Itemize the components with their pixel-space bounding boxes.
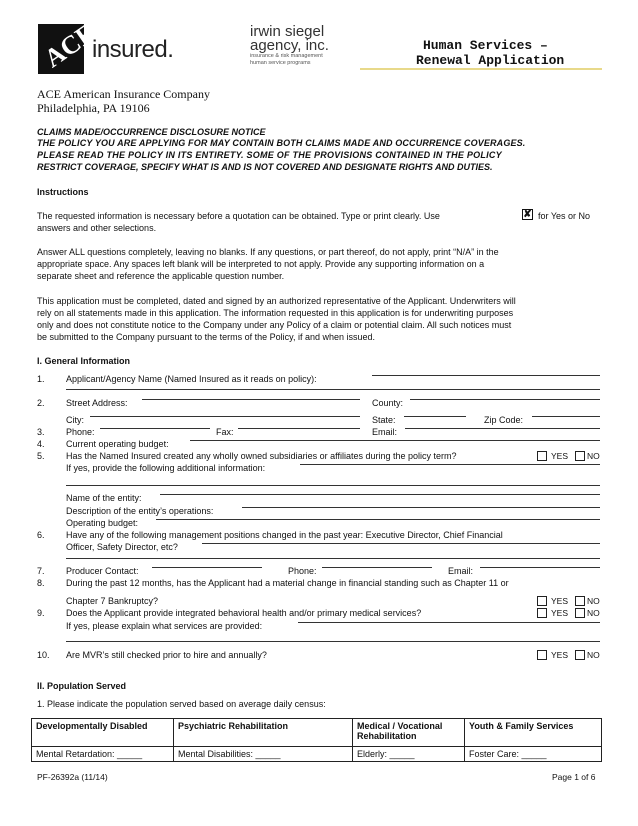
- q2-state-label: State:: [372, 415, 396, 425]
- instructions-p3-l4: be submitted to the Company pursuant to the terms of the Policy, if and when issued.: [37, 332, 376, 342]
- zip-code-field[interactable]: [532, 416, 600, 417]
- q10-label: Are MVR’s still checked prior to hire and annually?: [66, 650, 267, 660]
- state-field[interactable]: [404, 416, 466, 417]
- q10-yes-checkbox[interactable]: [537, 650, 547, 660]
- title-underline: [360, 68, 602, 70]
- table-row: [32, 747, 602, 762]
- q7-contact-label: Producer Contact:: [66, 566, 139, 576]
- q5-entity-label: Name of the entity:: [66, 493, 142, 503]
- q1-field[interactable]: [372, 375, 600, 376]
- notice-heading: CLAIMS MADE/OCCURRENCE DISCLOSURE NOTICE: [37, 127, 266, 137]
- q3-number: 3.: [37, 427, 45, 437]
- entity-budget-field[interactable]: [156, 519, 600, 520]
- q6-field-line2[interactable]: [66, 558, 600, 559]
- checkbox-example-icon: ✘: [523, 209, 532, 220]
- producer-email-field[interactable]: [480, 567, 600, 568]
- q7-phone-label: Phone:: [288, 566, 317, 576]
- header-psychiatric-rehabilitation: Psychiatric Rehabilitation: [174, 719, 353, 747]
- section2-heading: II. Population Served: [37, 681, 127, 691]
- q6-label-line1: Have any of the following management positions changed in the past year: Executive Director, Chief Financial: [66, 530, 503, 540]
- company-name: ACE American Insurance Company: [37, 87, 210, 101]
- instructions-p1-b: for Yes or No: [538, 211, 591, 221]
- population-table-header: [32, 719, 602, 747]
- q9-yes-checkbox[interactable]: [537, 608, 547, 618]
- population-table: [31, 718, 602, 762]
- ace-logo: [38, 17, 101, 74]
- q9-number: 9.: [37, 608, 45, 618]
- producer-contact-field[interactable]: [152, 567, 262, 568]
- q9-label: Does the Applicant provide integrated behavioral health and/or primary medical services?: [66, 608, 422, 618]
- header-youth-family: Youth & Family Services: [465, 719, 602, 747]
- form-title-line2: Renewal Application: [416, 53, 565, 68]
- q6-field[interactable]: [202, 543, 600, 544]
- q5-yes-checkbox[interactable]: [537, 451, 547, 461]
- section1-heading: I. General Information: [37, 356, 131, 366]
- q8-no-checkbox[interactable]: [575, 596, 585, 606]
- phone-field[interactable]: [100, 428, 210, 429]
- q1-label: Applicant/Agency Name (Named Insured as it reads on policy):: [66, 374, 317, 384]
- header-developmentally-disabled: Developmentally Disabled: [32, 719, 174, 747]
- q8-no-label: NO: [587, 596, 600, 606]
- q4-label: Current operating budget:: [66, 439, 169, 449]
- entity-name-field[interactable]: [160, 494, 600, 495]
- q10-no-label: NO: [587, 650, 600, 660]
- producer-phone-field[interactable]: [322, 567, 432, 568]
- cell-mental-retardation[interactable]: Mental Retardation: _____: [32, 747, 174, 762]
- svg-text:ACE: ACE: [39, 17, 101, 74]
- q2-number: 2.: [37, 398, 45, 408]
- q5-followup-field-line2[interactable]: [66, 485, 600, 486]
- q5-no-label: NO: [587, 451, 600, 461]
- footer-form-id: PF-26392a (11/14): [37, 772, 108, 782]
- form-title-line1: Human Services –: [423, 38, 548, 53]
- q3-phone-label: Phone:: [66, 427, 95, 437]
- q9-no-checkbox[interactable]: [575, 608, 585, 618]
- q6-label-line2: Officer, Safety Director, etc?: [66, 542, 178, 552]
- insured-logo: insured.: [92, 36, 174, 63]
- q6-number: 6.: [37, 530, 45, 540]
- county-field[interactable]: [410, 399, 600, 400]
- q5-yes-label: YES: [551, 451, 569, 461]
- instructions-p2-l2: appropriate space. Any spaces left blank will be interpreted to not apply. Provide any supporting information on a: [37, 259, 485, 269]
- q7-email-label: Email:: [448, 566, 474, 576]
- q9-no-label: NO: [587, 608, 600, 618]
- q10-no-checkbox[interactable]: [575, 650, 585, 660]
- q5-number: 5.: [37, 451, 45, 461]
- instructions-p2-l1: Answer ALL questions completely, leaving no blanks. If any questions, or part thereof, do not apply, print “N/A” in the: [37, 247, 499, 257]
- q1-number: 1.: [37, 374, 45, 384]
- q5-no-checkbox[interactable]: [575, 451, 585, 461]
- city-field[interactable]: [90, 416, 360, 417]
- q2-street-label: Street Address:: [66, 398, 128, 408]
- agency-tagline-line2: human service programs: [250, 60, 311, 66]
- q9-followup-label: If yes, please explain what services are provided:: [66, 621, 263, 631]
- instructions-heading: Instructions: [37, 187, 89, 197]
- agency-tagline-line1: insurance & risk management: [250, 53, 323, 59]
- q5-followup-label: If yes, provide the following additional information:: [66, 463, 266, 473]
- q7-number: 7.: [37, 566, 45, 576]
- q5-label: Has the Named Insured created any wholly owned subsidiaries or affiliates during the policy term?: [66, 451, 457, 461]
- agency-logo: [250, 25, 360, 75]
- agency-name-line2: agency, inc.: [250, 37, 329, 54]
- instructions-p3-l2: rely on all statements made in this application. The information requested in this application is for underwriting purposes: [37, 308, 514, 318]
- header-medical-vocational: Medical / Vocational Rehabilitation: [353, 719, 465, 747]
- agency-name-line1: irwin siegel: [250, 23, 325, 40]
- q9-followup-field-line2[interactable]: [66, 641, 600, 642]
- entity-operations-field[interactable]: [242, 507, 600, 508]
- instructions-p3-l1: This application must be completed, dated and signed by an authorized representative of the Applicant. Underwriters will: [37, 296, 516, 306]
- q5-followup-field[interactable]: [300, 464, 600, 465]
- notice-line2: PLEASE READ THE POLICY IN ITS ENTIRETY. SOME OF THE PROVISIONS CONTAINED IN THE POLICY: [37, 150, 502, 160]
- cell-elderly[interactable]: Elderly: _____: [353, 747, 465, 762]
- q9-followup-field[interactable]: [298, 622, 600, 623]
- company-address: Philadelphia, PA 19106: [37, 101, 150, 115]
- q9-yes-label: YES: [551, 608, 569, 618]
- operating-budget-field[interactable]: [190, 440, 600, 441]
- q8-number: 8.: [37, 578, 45, 588]
- q4-number: 4.: [37, 439, 45, 449]
- q5-budget-label: Operating budget:: [66, 518, 139, 528]
- q3-email-label: Email:: [372, 427, 398, 437]
- street-address-field[interactable]: [142, 399, 360, 400]
- instructions-p3-l3: only and does not constitute notice to the Company under any Policy of a claim or potential claim. All such notices must: [37, 320, 512, 330]
- q1-field-line2[interactable]: [66, 389, 600, 390]
- email-field[interactable]: [405, 428, 600, 429]
- notice-line3: RESTRICT COVERAGE, SPECIFY WHAT IS AND IS NOT COVERED AND DESIGNATE RIGHTS AND DUTIES.: [37, 162, 493, 172]
- q2-city-label: City:: [66, 415, 84, 425]
- q2-county-label: County:: [372, 398, 404, 408]
- cell-foster-care[interactable]: Foster Care: _____: [465, 747, 602, 762]
- fax-field[interactable]: [238, 428, 360, 429]
- cell-mental-disabilities[interactable]: Mental Disabilities: _____: [174, 747, 353, 762]
- instructions-p2-l3: separate sheet and reference the applicable question number.: [37, 271, 285, 281]
- q8-label-line2: Chapter 7 Bankruptcy?: [66, 596, 159, 606]
- ace-logo-mark: [38, 17, 101, 74]
- q3-fax-label: Fax:: [216, 427, 234, 437]
- section2-q1: 1. Please indicate the population served based on average daily census:: [37, 699, 326, 709]
- q8-yes-label: YES: [551, 596, 569, 606]
- q2-zip-label: Zip Code:: [484, 415, 524, 425]
- q5-ops-label: Description of the entity’s operations:: [66, 506, 214, 516]
- q8-label-line1: During the past 12 months, has the Applicant had a material change in financial standing such as Chapter 11 or: [66, 578, 509, 588]
- q8-yes-checkbox[interactable]: [537, 596, 547, 606]
- instructions-p1-c: answers and other selections.: [37, 223, 157, 233]
- q10-number: 10.: [37, 650, 50, 660]
- notice-line1: THE POLICY YOU ARE APPLYING FOR MAY CONTAIN BOTH CLAIMS MADE AND OCCURRENCE COVERAGES.: [37, 138, 526, 148]
- q10-yes-label: YES: [551, 650, 569, 660]
- instructions-p1-a: The requested information is necessary before a quotation can be obtained. Type or print clearly. Use: [37, 211, 440, 221]
- footer-page-number: Page 1 of 6: [552, 772, 596, 782]
